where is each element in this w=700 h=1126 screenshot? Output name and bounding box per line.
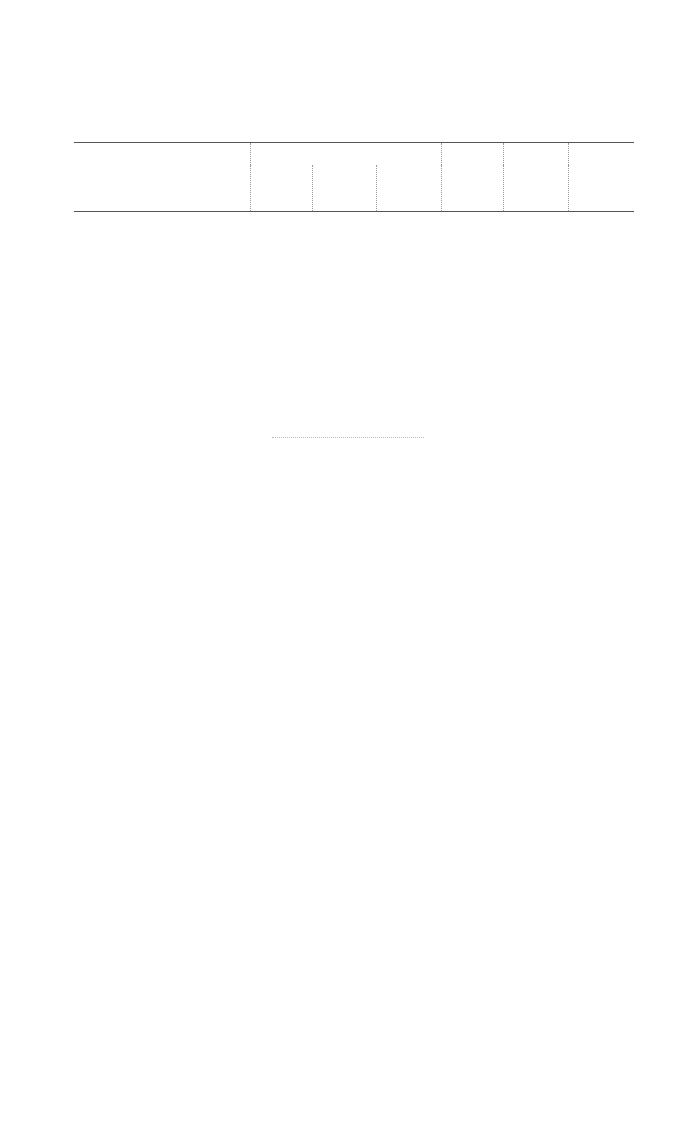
header-total-custody	[568, 143, 634, 212]
header-total-offences	[441, 143, 503, 212]
header-disobedience	[313, 165, 377, 212]
header-other-breaches	[377, 165, 441, 212]
header-prison	[74, 143, 250, 212]
header-offences	[250, 143, 441, 166]
header-against-officers	[250, 165, 312, 212]
table-h	[74, 142, 634, 212]
header-number-punished	[504, 143, 568, 212]
section-divider	[272, 437, 424, 438]
